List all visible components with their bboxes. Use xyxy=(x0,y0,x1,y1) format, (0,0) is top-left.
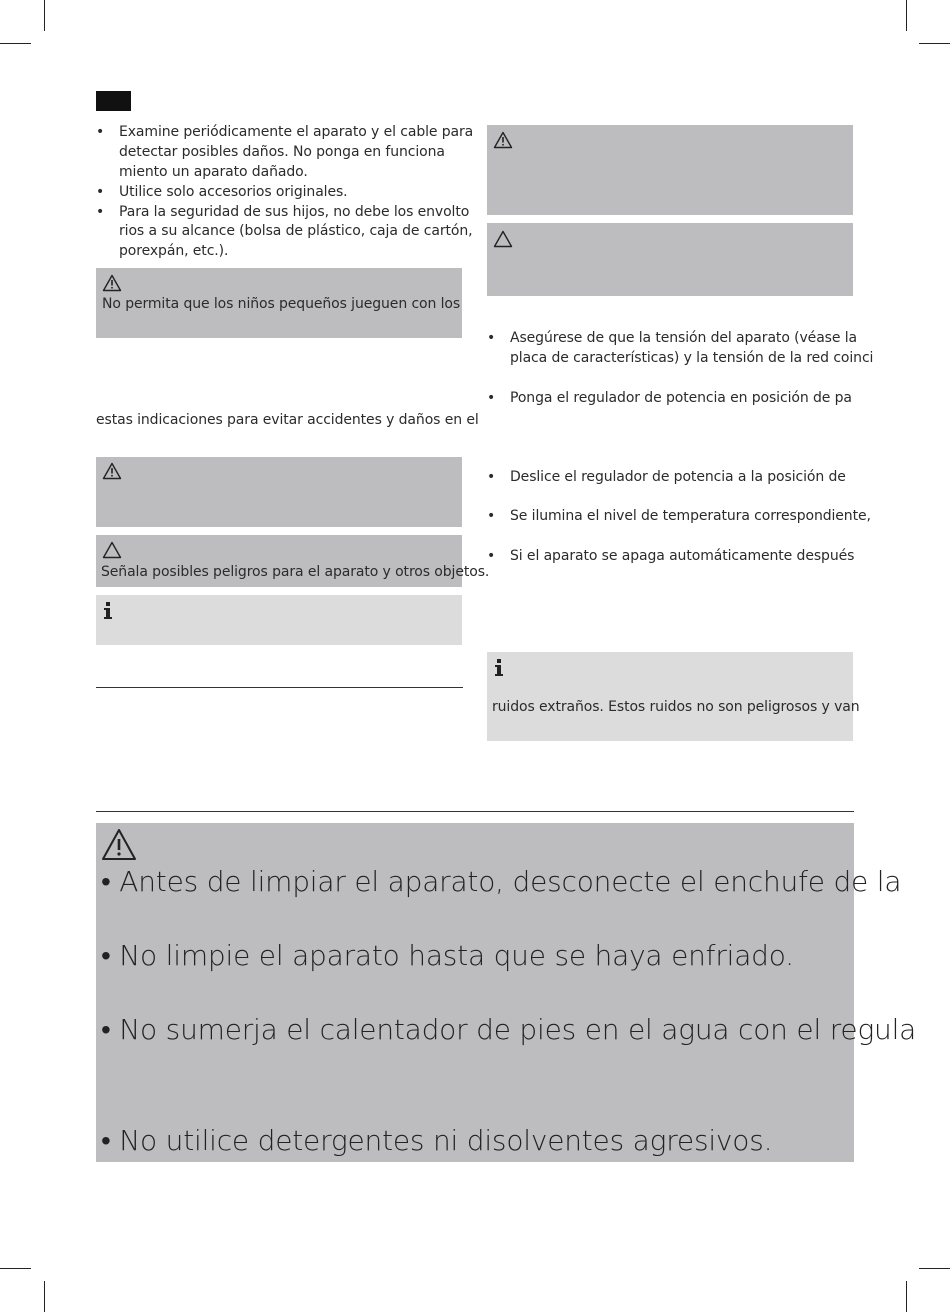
list-item-line: placa de características) y la tensión de la red coinci xyxy=(510,350,874,366)
list-item-line: Deslice el regulador de potencia a la posición de xyxy=(510,469,846,485)
warning-triangle-icon xyxy=(493,131,513,149)
list-item-line: Ponga el regulador de potencia en posición de pa xyxy=(510,390,852,406)
bullet-marker: • xyxy=(487,330,496,346)
list-item-line: Asegúrese de que la tensión del aparato (véase la xyxy=(510,330,857,346)
list-item-line: Examine periódicamente el aparato y el cable para xyxy=(119,124,474,140)
list-item-line: Utilice solo accesorios originales. xyxy=(119,184,348,200)
bullet-marker: • xyxy=(487,548,496,564)
crop-mark xyxy=(44,1281,45,1312)
bullet-marker: • xyxy=(487,508,496,524)
crop-mark xyxy=(906,1281,907,1312)
warning-triangle-icon xyxy=(102,274,122,292)
bullet-marker: • xyxy=(487,390,496,406)
bullet-marker: • xyxy=(96,124,105,140)
caution-box xyxy=(487,223,853,296)
warning-box xyxy=(96,268,462,338)
crop-mark xyxy=(906,0,907,31)
bullet-marker: • xyxy=(487,469,496,485)
info-box xyxy=(487,652,860,741)
info-box xyxy=(96,595,462,645)
paragraph-text: estas indicaciones para evitar accidentes y daños en el xyxy=(96,412,479,428)
crop-mark xyxy=(0,43,31,44)
caution-box xyxy=(96,535,490,587)
caution-triangle-icon xyxy=(102,541,122,559)
cleaning-warning-box xyxy=(96,823,917,1162)
cleaning-list-item: • No sumerja el calentador de pies en el agua con el regula xyxy=(101,1013,917,1046)
info-icon xyxy=(103,602,113,620)
warning-box xyxy=(487,125,853,215)
section-divider xyxy=(96,811,854,812)
info-text: ruidos extraños. Estos ruidos no son peligrosos y van xyxy=(492,699,860,715)
warning-text: No permita que los niños pequeños jueguen con los xyxy=(102,296,461,312)
list-item-line: miento un aparato dañado. xyxy=(119,164,308,180)
crop-mark xyxy=(919,43,950,44)
warning-box xyxy=(96,457,462,527)
caution-text: Señala posibles peligros para el aparato y otros objetos. xyxy=(101,564,490,580)
cleaning-list-item: • No utilice detergentes ni disolventes agresivos. xyxy=(101,1124,773,1157)
cleaning-list-item: • Antes de limpiar el aparato, desconecte el enchufe de la xyxy=(101,865,902,898)
list-item-line: rios a su alcance (bolsa de plástico, caja de cartón, xyxy=(119,223,473,239)
bullet-marker: • xyxy=(96,204,105,220)
crop-mark xyxy=(0,1268,31,1269)
warning-triangle-icon xyxy=(102,462,122,480)
caution-triangle-icon xyxy=(493,230,513,248)
language-tab xyxy=(96,91,131,111)
list-item-line: Si el aparato se apaga automáticamente después xyxy=(510,548,855,564)
list-item-line: Se ilumina el nivel de temperatura correspondiente, xyxy=(510,508,871,524)
list-item-line: detectar posibles daños. No ponga en funciona xyxy=(119,144,445,160)
section-divider xyxy=(96,687,463,688)
info-icon xyxy=(494,659,504,677)
cleaning-list-item: • No limpie el aparato hasta que se haya enfriado. xyxy=(101,939,794,972)
crop-mark xyxy=(919,1268,950,1269)
crop-mark xyxy=(44,0,45,31)
list-item-line: Para la seguridad de sus hijos, no debe los envolto xyxy=(119,204,470,220)
bullet-marker: • xyxy=(96,184,105,200)
warning-triangle-icon xyxy=(101,828,137,862)
list-item-line: porexpán, etc.). xyxy=(119,243,229,259)
